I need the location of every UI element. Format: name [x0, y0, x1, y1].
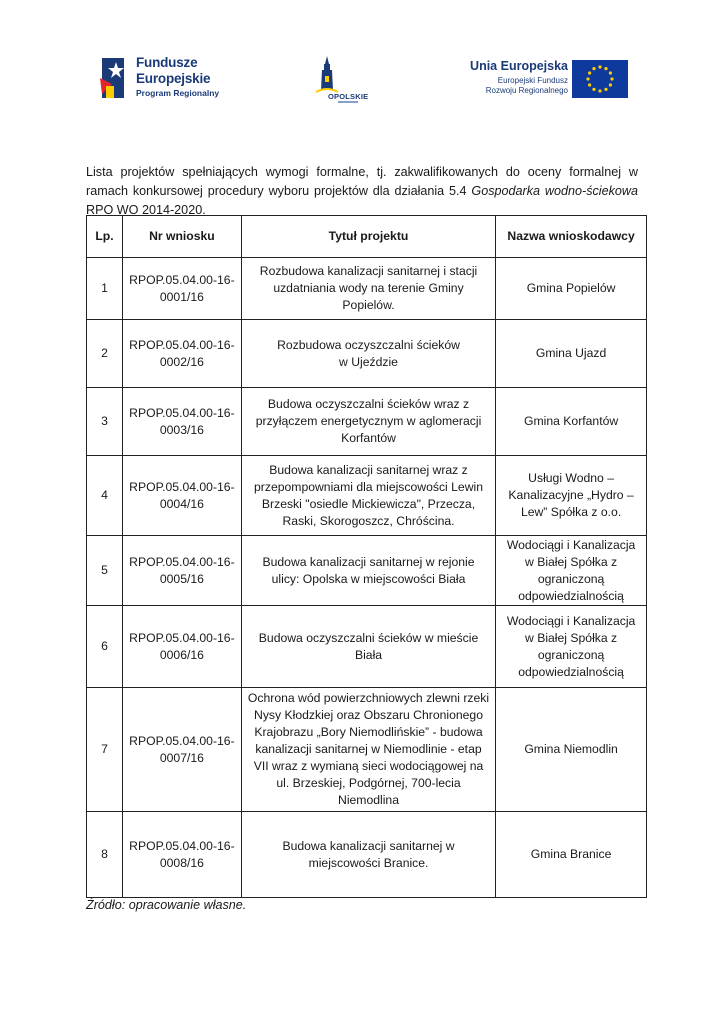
fundusze-europejskie-emblem-icon: [96, 56, 130, 100]
cell-applicant: Usługi Wodno – Kanalizacyjne „Hydro – Lew” Spółka z o.o.: [496, 456, 647, 536]
eu-flag-icon: [572, 60, 628, 98]
table-row: [87, 456, 647, 536]
opolskie-logo: [308, 56, 378, 106]
opolskie-logo-underline: [338, 101, 358, 103]
source-note: Źródło: opracowanie własne.: [86, 898, 247, 912]
table-row: [87, 536, 647, 606]
fundusze-europejskie-logo: [96, 52, 226, 104]
table-row: [87, 812, 647, 898]
intro-text-end: RPO WO 2014-2020.: [86, 202, 206, 217]
table-row: [87, 606, 647, 688]
cell-lp: 5: [87, 536, 123, 606]
cell-lp: 2: [87, 320, 123, 388]
cell-nr-wniosku: RPOP.05.04.00-16-0001/16: [122, 258, 241, 320]
cell-title: Budowa oczyszczalni ścieków wraz z przyłączem energetycznym w aglomeracji Korfantów: [241, 388, 495, 456]
cell-nr-wniosku: RPOP.05.04.00-16-0008/16: [122, 812, 241, 898]
cell-title: Ochrona wód powierzchniowych zlewni rzeki Nysy Kłodzkiej oraz Obszaru Chronionego Krajobrazu „Bory Niemodlińskie” - budowa kanalizacji sanitarnej w Niemodlinie - etap VII wraz z wymianą sieci wodociągowej na ul. Brzeskiej, Podgórnej, 700-lecia Niemodlina: [241, 688, 495, 812]
cell-applicant: Wodociągi i Kanalizacja w Białej Spółka z ograniczoną odpowiedzialnością: [496, 536, 647, 606]
cell-title: Rozbudowa oczyszczalni ścieków w Ujeździe: [241, 320, 495, 388]
unia-europejska-logo: [462, 60, 628, 104]
cell-lp: 7: [87, 688, 123, 812]
ue-logo-line1: Unia Europejska: [470, 59, 568, 73]
fe-logo-line3: Program Regionalny: [136, 88, 220, 98]
cell-lp: 6: [87, 606, 123, 688]
cell-applicant: Gmina Niemodlin: [496, 688, 647, 812]
cell-applicant: Gmina Branice: [496, 812, 647, 898]
table-row: [87, 688, 647, 812]
cell-nr-wniosku: RPOP.05.04.00-16-0002/16: [122, 320, 241, 388]
cell-applicant: Gmina Korfantów: [496, 388, 647, 456]
ue-logo-line3: Rozwoju Regionalnego: [485, 85, 568, 95]
cell-lp: 8: [87, 812, 123, 898]
ue-logo-line2: Europejski Fundusz: [497, 75, 568, 85]
opolskie-logo-text: OPOLSKIE: [328, 92, 369, 101]
cell-lp: 3: [87, 388, 123, 456]
cell-nr-wniosku: RPOP.05.04.00-16-0007/16: [122, 688, 241, 812]
fe-logo-line1: Fundusze: [136, 55, 198, 70]
header-lp: Lp.: [87, 216, 123, 258]
cell-title: Budowa oczyszczalni ścieków w mieście Biała: [241, 606, 495, 688]
table-row: [87, 258, 647, 320]
cell-title: Rozbudowa kanalizacji sanitarnej i stacji uzdatniania wody na terenie Gminy Popielów.: [241, 258, 495, 320]
cell-nr-wniosku: RPOP.05.04.00-16-0003/16: [122, 388, 241, 456]
cell-title: Budowa kanalizacji sanitarnej w rejonie ulicy: Opolska w miejscowości Biała: [241, 536, 495, 606]
cell-nr-wniosku: RPOP.05.04.00-16-0006/16: [122, 606, 241, 688]
intro-paragraph: [86, 163, 638, 220]
header-nazwa-wnioskodawcy: Nazwa wnioskodawcy: [496, 216, 647, 258]
opolskie-tower-icon: [316, 56, 338, 96]
table-row: [87, 320, 647, 388]
cell-applicant: Gmina Popielów: [496, 258, 647, 320]
cell-lp: 4: [87, 456, 123, 536]
cell-nr-wniosku: RPOP.05.04.00-16-0004/16: [122, 456, 241, 536]
header-nr-wniosku: Nr wniosku: [122, 216, 241, 258]
cell-title: Budowa kanalizacji sanitarnej w miejscowości Branice.: [241, 812, 495, 898]
cell-title: Budowa kanalizacji sanitarnej wraz z przepompowniami dla miejscowości Lewin Brzeski "osiedle Mickiewicza", Przecza, Raski, Skorogoszcz, Chróścina.: [241, 456, 495, 536]
header-tytul-projektu: Tytuł projektu: [241, 216, 495, 258]
cell-applicant: Wodociągi i Kanalizacja w Białej Spółka z ograniczoną odpowiedzialnością: [496, 606, 647, 688]
intro-text: Lista projektów spełniających wymogi formalne, tj. zakwalifikowanych do oceny formalnej w ramach konkursowej procedury wyboru projektów dla działania 5.4: [86, 164, 638, 198]
table-header-row: [87, 216, 647, 258]
projects-table: [86, 215, 647, 898]
intro-action-name: Gospodarka wodno-ściekowa: [471, 183, 638, 198]
cell-lp: 1: [87, 258, 123, 320]
cell-applicant: Gmina Ujazd: [496, 320, 647, 388]
table-row: [87, 388, 647, 456]
fe-logo-line2: Europejskie: [136, 70, 211, 86]
cell-nr-wniosku: RPOP.05.04.00-16-0005/16: [122, 536, 241, 606]
